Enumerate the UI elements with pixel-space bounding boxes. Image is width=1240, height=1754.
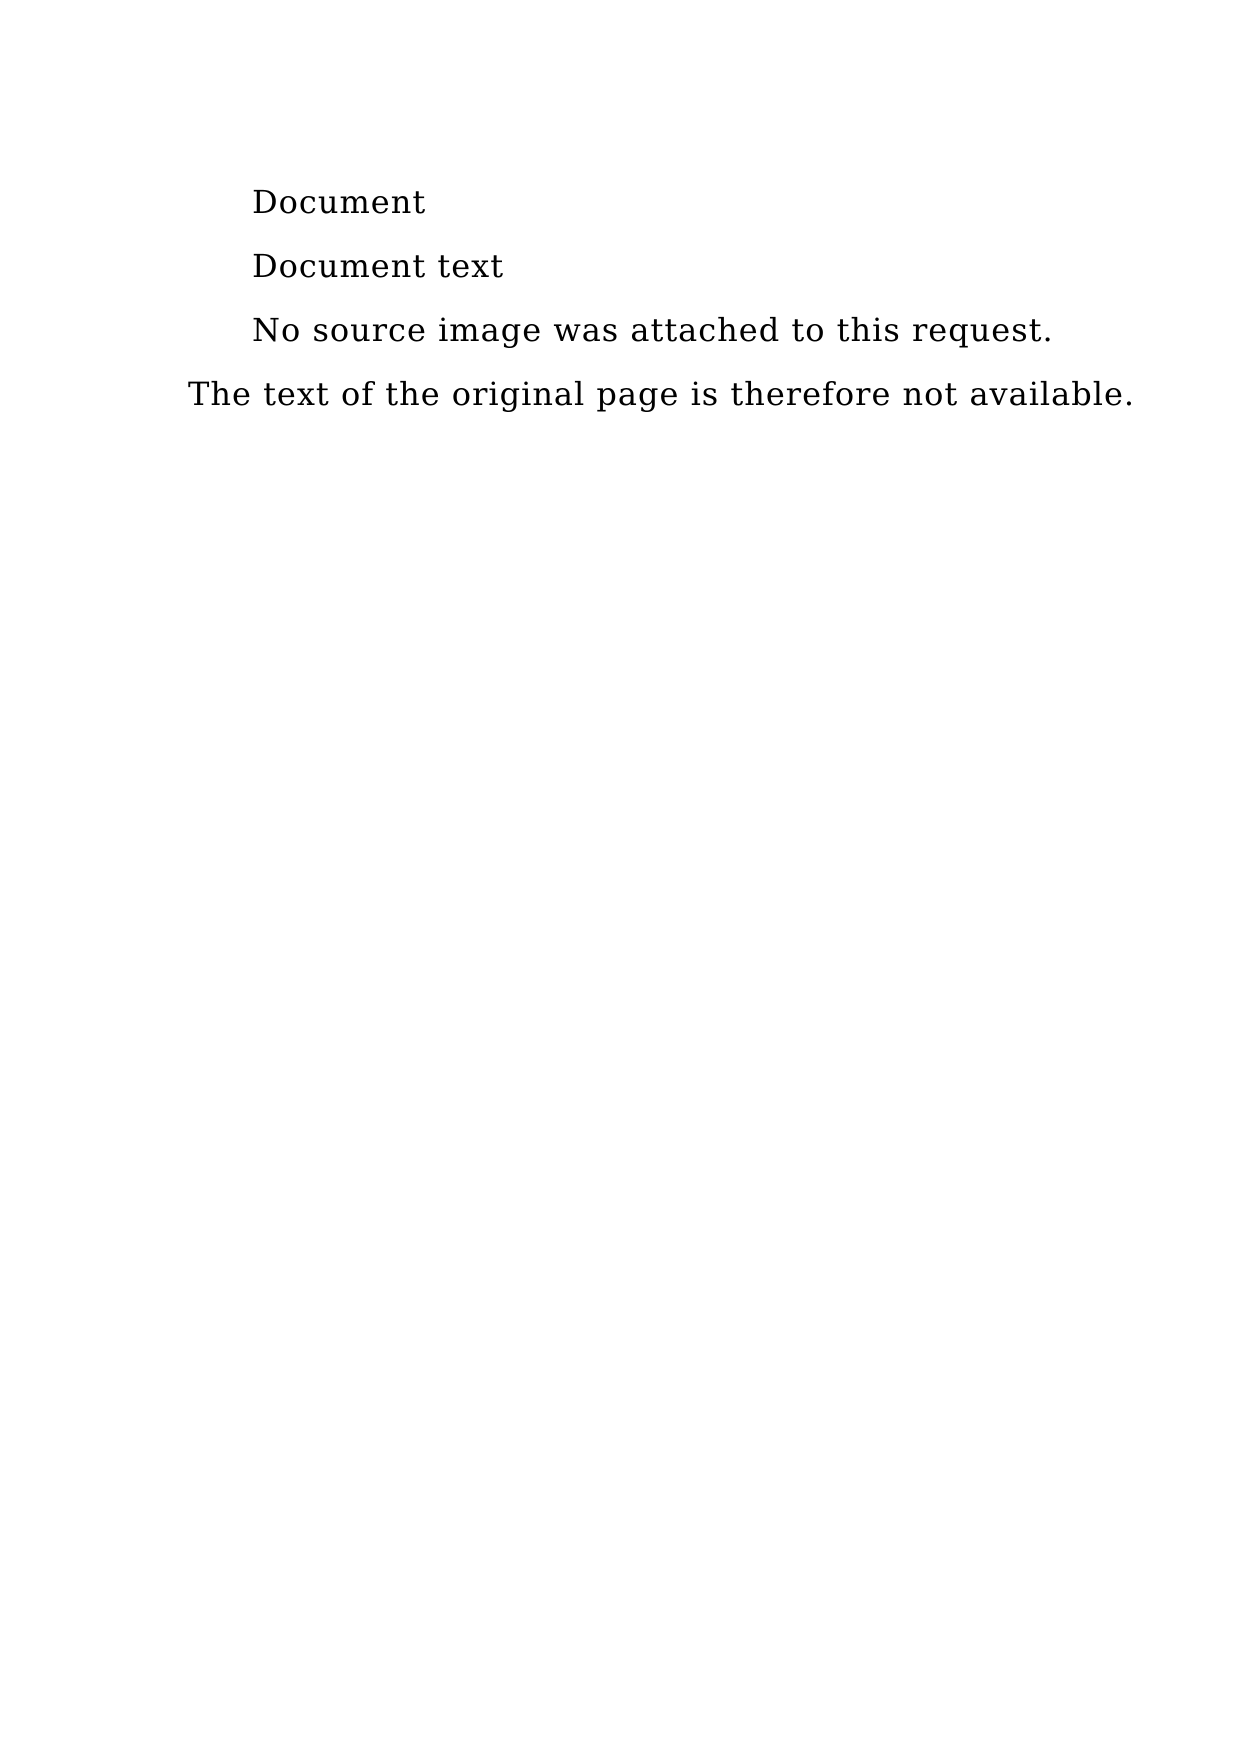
paragraph-lines [188, 234, 1136, 426]
text-line: Document text [252, 247, 505, 285]
text-line: No source image was attached to this request. [252, 311, 1054, 349]
document-body [188, 170, 1136, 426]
text-line: The text of the original page is therefore not available. [188, 375, 1136, 413]
document-title: Document [252, 183, 427, 221]
